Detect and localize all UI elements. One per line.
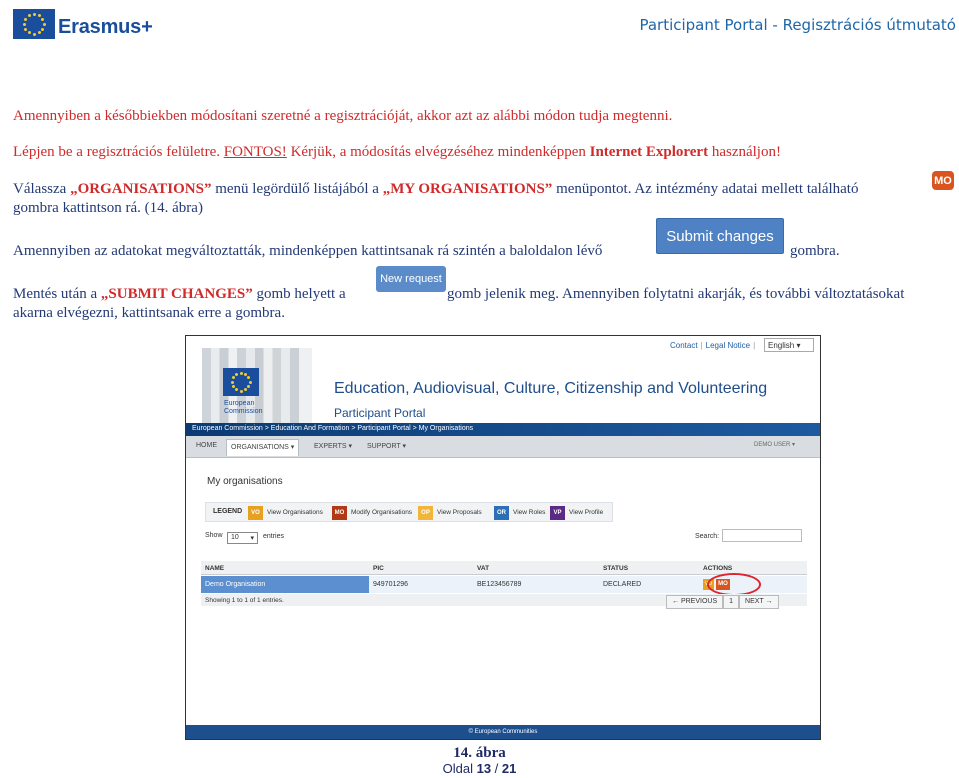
legend-label: Modify Organisations: [351, 509, 413, 516]
portal-subtitle: Participant Portal: [334, 406, 426, 420]
nav-support[interactable]: SUPPORT ▾: [367, 443, 407, 450]
contact-link[interactable]: Contact: [670, 341, 698, 350]
star-icon: [28, 31, 31, 34]
star-icon: [244, 373, 247, 376]
legend-item-vo: [248, 505, 323, 520]
ec-flag-logo: [223, 368, 259, 396]
use-text: használjon!: [708, 144, 781, 160]
instruction-submit-end: gombra.: [790, 243, 840, 259]
vo-badge-icon: VO: [248, 506, 263, 520]
star-icon: [28, 14, 31, 17]
star-icon: [33, 33, 36, 36]
star-icon: [43, 23, 46, 26]
mo-action-button[interactable]: MO: [716, 579, 730, 590]
nav-organisations[interactable]: ORGANISATIONS ▾: [226, 439, 299, 456]
language-value: English: [768, 341, 795, 350]
document-title: Participant Portal - Regisztrációs útmutató: [639, 16, 956, 34]
legend-item-op: [418, 505, 482, 520]
ec-label: European Commission: [224, 400, 263, 415]
star-icon: [38, 14, 41, 17]
legend-title: LEGEND: [213, 508, 243, 515]
star-icon: [232, 376, 235, 379]
star-icon: [235, 388, 238, 391]
vo-action-button[interactable]: VO: [703, 579, 714, 590]
menu-text: menü legördülő listájából a: [211, 181, 383, 197]
star-icon: [41, 28, 44, 31]
top-links: Contact | Legal Notice |: [670, 341, 756, 350]
submit-changes-button[interactable]: Submit changes: [656, 218, 784, 254]
instruction-save-end: gomb jelenik meg. Amennyiben folytatni akarják, és további változtatásokat: [447, 286, 905, 302]
col-pic[interactable]: PIC: [373, 565, 384, 572]
page-title: My organisations: [207, 476, 283, 487]
op-badge-icon: OP: [418, 506, 433, 520]
page-total: 21: [501, 761, 517, 776]
star-icon: [232, 385, 235, 388]
entries-label: entries: [263, 533, 285, 540]
star-icon: [240, 372, 243, 375]
mo-badge-icon: MO: [932, 171, 954, 190]
submit-changes-label: „SUBMIT CHANGES”: [100, 286, 253, 302]
star-icon: [41, 18, 44, 21]
show-label: Show: [205, 532, 223, 539]
legend-item-vp: [550, 505, 603, 520]
star-icon: [38, 31, 41, 34]
ie-label: Internet Explorert: [589, 144, 709, 160]
page-number: [0, 761, 959, 776]
star-icon: [249, 381, 252, 384]
select-text: Válassza: [13, 181, 71, 197]
mo-badge-icon: MO: [332, 506, 347, 520]
page-1-button[interactable]: 1: [723, 595, 739, 609]
my-organisations-label: „MY ORGANISATIONS”: [382, 181, 553, 197]
instruction-click: gombra kattintson rá. (14. ábra): [13, 200, 203, 216]
nav-home[interactable]: HOME: [196, 442, 217, 449]
save-text: Mentés után a: [13, 286, 101, 302]
content-area: [201, 470, 807, 740]
portal-title: Education, Audiovisual, Culture, Citizenship and Volunteering: [334, 380, 768, 397]
figure-caption: 14. ábra: [453, 745, 506, 761]
star-icon: [244, 388, 247, 391]
main-nav: [186, 436, 820, 458]
col-vat[interactable]: VAT: [477, 565, 490, 572]
new-request-button[interactable]: New request: [376, 266, 446, 292]
col-status[interactable]: STATUS: [603, 565, 629, 572]
star-icon: [240, 390, 243, 393]
erasmus-flag-logo: [13, 9, 55, 39]
page-current: 13: [476, 761, 492, 776]
search-label: Search:: [695, 533, 720, 540]
organisations-label: „ORGANISATIONS”: [70, 181, 212, 197]
breadcrumb: European Commission > Education And Formation > Participant Portal > My Organisations: [186, 423, 820, 436]
previous-button[interactable]: ← PREVIOUS: [666, 595, 723, 609]
entries-select[interactable]: [227, 532, 258, 544]
legend: [205, 502, 613, 522]
table-row: [201, 576, 807, 593]
entries-value: 10: [231, 534, 239, 541]
col-actions[interactable]: ACTIONS: [703, 565, 733, 572]
next-button[interactable]: NEXT →: [739, 595, 779, 609]
legend-label: View Proposals: [437, 509, 482, 516]
search-input[interactable]: [722, 529, 802, 542]
legend-label: View Organisations: [267, 509, 323, 516]
chevron-down-icon: ▾: [796, 341, 801, 350]
star-icon: [247, 376, 250, 379]
instruction-save: [13, 286, 346, 303]
star-icon: [33, 13, 36, 16]
legend-label: View Profile: [569, 509, 604, 516]
highlight-circle: [707, 573, 761, 596]
legend-label: View Roles: [513, 509, 546, 516]
star-icon: [24, 28, 27, 31]
star-icon: [23, 23, 26, 26]
row-name-link[interactable]: Demo Organisation: [201, 576, 369, 593]
fontos-label: FONTOS!: [223, 144, 287, 160]
instruction-login: [13, 144, 781, 161]
intro-line: Amennyiben a későbbiekben módosítani szeretné a regisztrációját, akkor azt az alábbi módon tudja megtenni.: [13, 108, 673, 124]
col-name[interactable]: NAME: [205, 565, 225, 572]
brand-name: Erasmus+: [58, 16, 153, 38]
legend-item-or: [494, 505, 545, 520]
instead-text: gomb helyett a: [252, 286, 346, 302]
instruction-select: [13, 181, 858, 198]
demo-user-menu[interactable]: DEMO USER ▾: [754, 442, 796, 448]
portal-screenshot: [185, 335, 821, 740]
star-icon: [24, 18, 27, 21]
vp-badge-icon: VP: [550, 506, 565, 520]
page-sep: /: [491, 761, 502, 776]
legal-notice-link[interactable]: Legal Notice: [705, 341, 751, 350]
legend-item-mo: [332, 505, 412, 520]
row-status: DECLARED: [603, 581, 642, 588]
page-prefix: Oldal: [442, 761, 477, 776]
table-header: [201, 561, 807, 575]
or-badge-icon: OR: [494, 506, 509, 520]
language-select[interactable]: [764, 338, 814, 352]
row-vat: BE123456789: [477, 581, 522, 588]
login-text: Lépjen be a regisztrációs felületre.: [13, 144, 224, 160]
star-icon: [247, 385, 250, 388]
pagination: [666, 595, 779, 609]
instruction-continue: akarna elvégezni, kattintsanak erre a gombra.: [13, 305, 285, 321]
portal-footer: © European Communities: [186, 725, 820, 739]
nav-experts[interactable]: EXPERTS ▾: [314, 443, 353, 450]
row-pic: 949701296: [373, 581, 409, 588]
request-text: Kérjük, a módosítás elvégzéséhez mindenképpen: [286, 144, 590, 160]
chevron-down-icon: ▾: [250, 535, 254, 542]
star-icon: [235, 373, 238, 376]
star-icon: [231, 381, 234, 384]
instruction-submit: Amennyiben az adatokat megváltoztatták, mindenképpen kattintsanak rá szintén a baloldalon lévő: [13, 243, 603, 259]
table-info: Showing 1 to 1 of 1 entries.: [201, 594, 807, 606]
menu-item-text: menüpontot. Az intézmény adatai mellett található: [552, 181, 859, 197]
